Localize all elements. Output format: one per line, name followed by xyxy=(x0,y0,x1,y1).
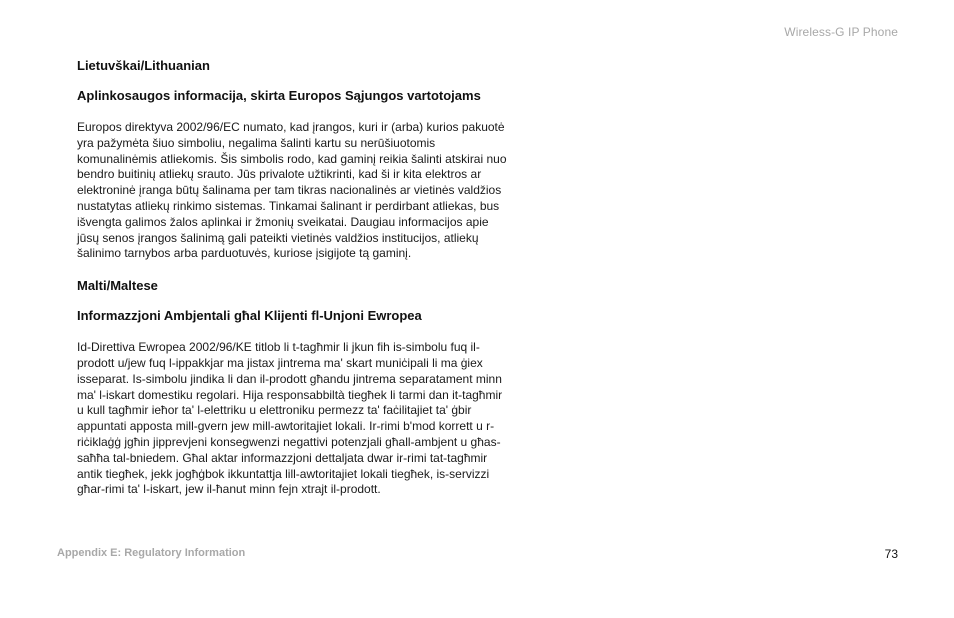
text-line: jūsų senos įrangos šalinimą gali pateikti vietinės valdžios institucijos, atliekų xyxy=(77,230,479,245)
text-line: Id-Direttiva Ewropea 2002/96/KE titlob li t-tagħmir li jkun fih is-simbolu fuq il- xyxy=(77,340,480,355)
page-number: 73 xyxy=(884,547,898,561)
text-line: saħħa tal-bniedem. Għal aktar informazzjoni dettaljata dwar ir-rimi tat-tagħmir xyxy=(77,450,488,465)
text-line: yra pažymėta šiuo simboliu, negalima šalinti kartu su nerūšiuotomis xyxy=(77,135,436,150)
text-line: šalinimo tarnybos arba parduotuvės, kuriose įsigijote tą gaminį. xyxy=(77,246,412,261)
text-line: appuntati apposta mill-gvern jew mill-awtoritajiet lokali. Ir-rimi b'mod korrett u r- xyxy=(77,419,495,434)
text-line: nustatytas atliekų rinkimo sistemas. Tinkamai šalinant ir perdirbant atliekas, bus xyxy=(77,198,500,213)
language-heading-lithuanian: Lietuvškai/Lithuanian xyxy=(77,58,210,73)
text-line: prodott u/jew fuq l-ippakkjar ma jistax jintrema ma' skart muniċipali li ma ġiex xyxy=(77,355,483,370)
text-line: riċiklaġġ jgħin jipprevjeni konsegwenzi negattivi potenzjali għall-ambjent u għas- xyxy=(77,434,501,449)
text-line: ma' l-iskart domestiku regolari. Hija responsabbiltà tiegħek li tarmi dan it-tagħmir xyxy=(77,387,503,402)
section-heading-maltese: Informazzjoni Ambjentali għal Klijenti fl-Unjoni Ewropea xyxy=(77,308,422,324)
text-line: għar-rimi ta' l-iskart, jew il-ħanut minn fejn xtrajt il-prodott. xyxy=(77,482,381,497)
text-line: bendro buitinių atliekų srauto. Jūs privalote užtikrinti, kad ši ir kita elektros ar xyxy=(77,167,482,182)
text-line: elektroninė įranga būtų šalinama per tam tikras nacionalinės ar vietinės valdžios xyxy=(77,183,502,198)
text-line: antik tiegħek, jekk jogħġbok ikkuntattja lill-awtoritajiet lokali tiegħek, is-servizzi xyxy=(77,466,490,481)
text-line: isseparat. Is-simbolu jindika li dan il-prodott għandu jintrema separatament minn xyxy=(77,371,502,386)
language-heading-maltese: Malti/Maltese xyxy=(77,278,158,294)
text-line: Europos direktyva 2002/96/EC numato, kad įrangos, kuri ir (arba) kurios pakuotė xyxy=(77,120,505,134)
paragraph-lithuanian xyxy=(77,120,577,262)
page-content xyxy=(77,58,597,498)
text-line: komunalinėmis atliekomis. Šis simbolis rodo, kad gaminį reikia šalinti atskirai nuo xyxy=(77,151,507,166)
text-line: u kull tagħmir ieħor ta' l-elettriku u elettroniku permezz ta' faċilitajiet ta' ġbir xyxy=(77,403,472,418)
section-heading-lithuanian: Aplinkosaugos informacija, skirta Europos Sąjungos vartotojams xyxy=(77,88,481,103)
footer-section-title: Appendix E: Regulatory Information xyxy=(57,547,246,559)
product-title: Wireless-G IP Phone xyxy=(784,25,898,39)
paragraph-maltese xyxy=(77,340,577,498)
text-line: išvengta galimos žalos aplinkai ir žmonių sveikatai. Daugiau informacijos apie xyxy=(77,214,489,229)
